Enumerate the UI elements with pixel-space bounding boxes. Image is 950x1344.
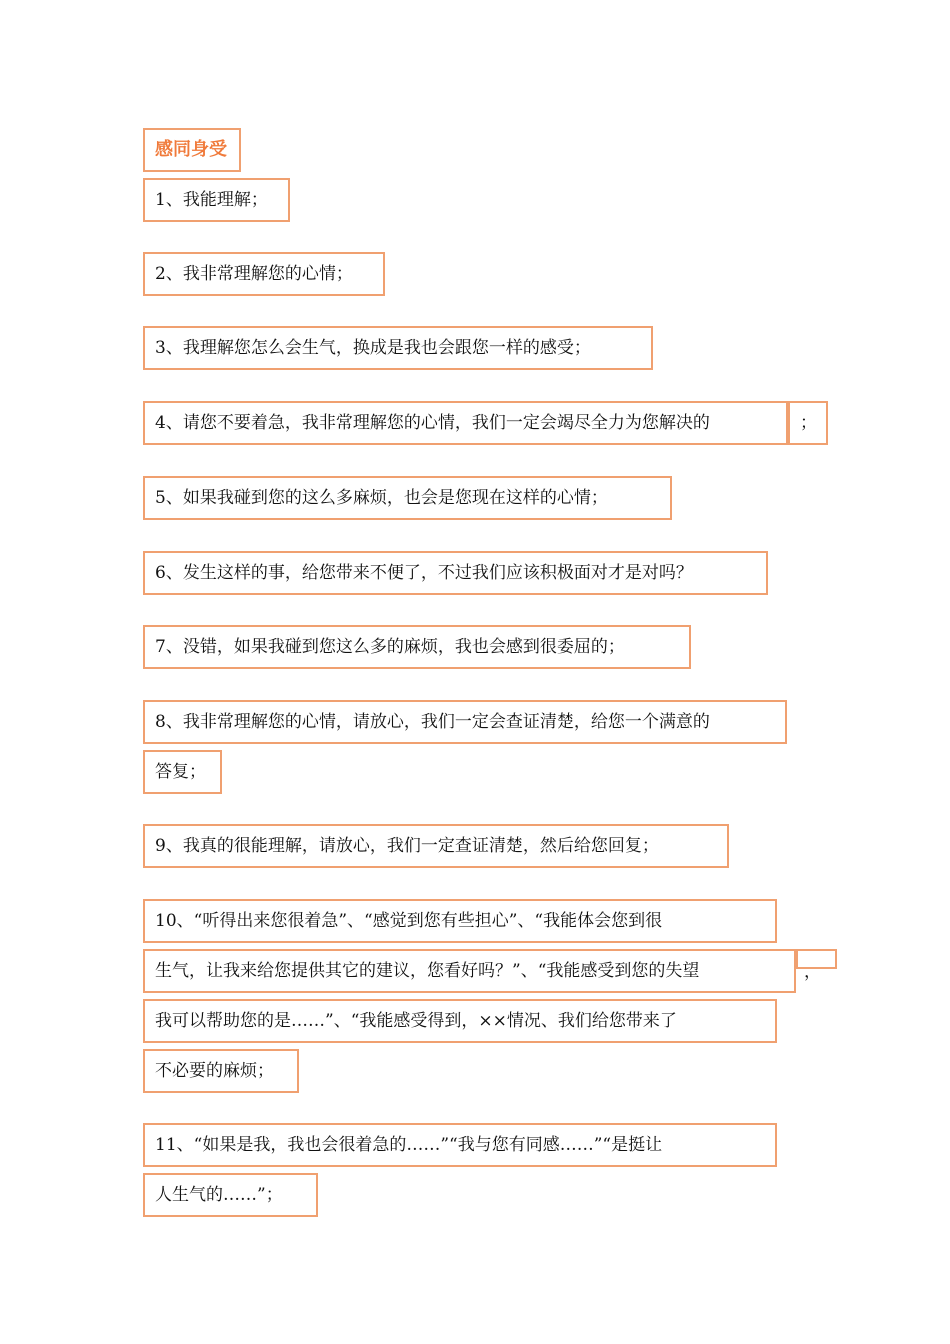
list-item-9: 9、我真的很能理解，请放心，我们一定查证清楚，然后给您回复； — [143, 824, 729, 868]
list-item-10-cont-2: 我可以帮助您的是……”、“我能感受得到，××情况、我们给您带来了 — [143, 999, 777, 1043]
list-item-10-cont-3: 不必要的麻烦； — [143, 1049, 299, 1093]
list-item-11-cont: 人生气的……”； — [143, 1173, 318, 1217]
section-title: 感同身受 — [143, 128, 241, 172]
list-item-10-cont-1: 生气，让我来给您提供其它的建议，您看好吗？”、“我能感受到您的失望 — [143, 949, 796, 993]
list-item-7: 7、没错，如果我碰到您这么多的麻烦，我也会感到很委屈的； — [143, 625, 691, 669]
list-item-1: 1、我能理解； — [143, 178, 290, 222]
list-item-10: 10、“听得出来您很着急”、“感觉到您有些担心”、“我能体会您到很 — [143, 899, 777, 943]
list-item-4: 4、请您不要着急，我非常理解您的心情，我们一定会竭尽全力为您解决的 — [143, 401, 788, 445]
list-item-5: 5、如果我碰到您的这么多麻烦，也会是您现在这样的心情； — [143, 476, 672, 520]
list-item-3: 3、我理解您怎么会生气，换成是我也会跟您一样的感受； — [143, 326, 653, 370]
list-item-2: 2、我非常理解您的心情； — [143, 252, 385, 296]
list-item-11: 11、“如果是我，我也会很着急的……”“我与您有同感……”“是挺让 — [143, 1123, 777, 1167]
list-item-8-cont: 答复； — [143, 750, 222, 794]
list-item-8: 8、我非常理解您的心情，请放心，我们一定会查证清楚，给您一个满意的 — [143, 700, 787, 744]
list-item-4-end: ； — [788, 401, 828, 445]
list-item-6: 6、发生这样的事，给您带来不便了，不过我们应该积极面对才是对吗？ — [143, 551, 768, 595]
list-item-10-comma: ， — [804, 962, 821, 982]
